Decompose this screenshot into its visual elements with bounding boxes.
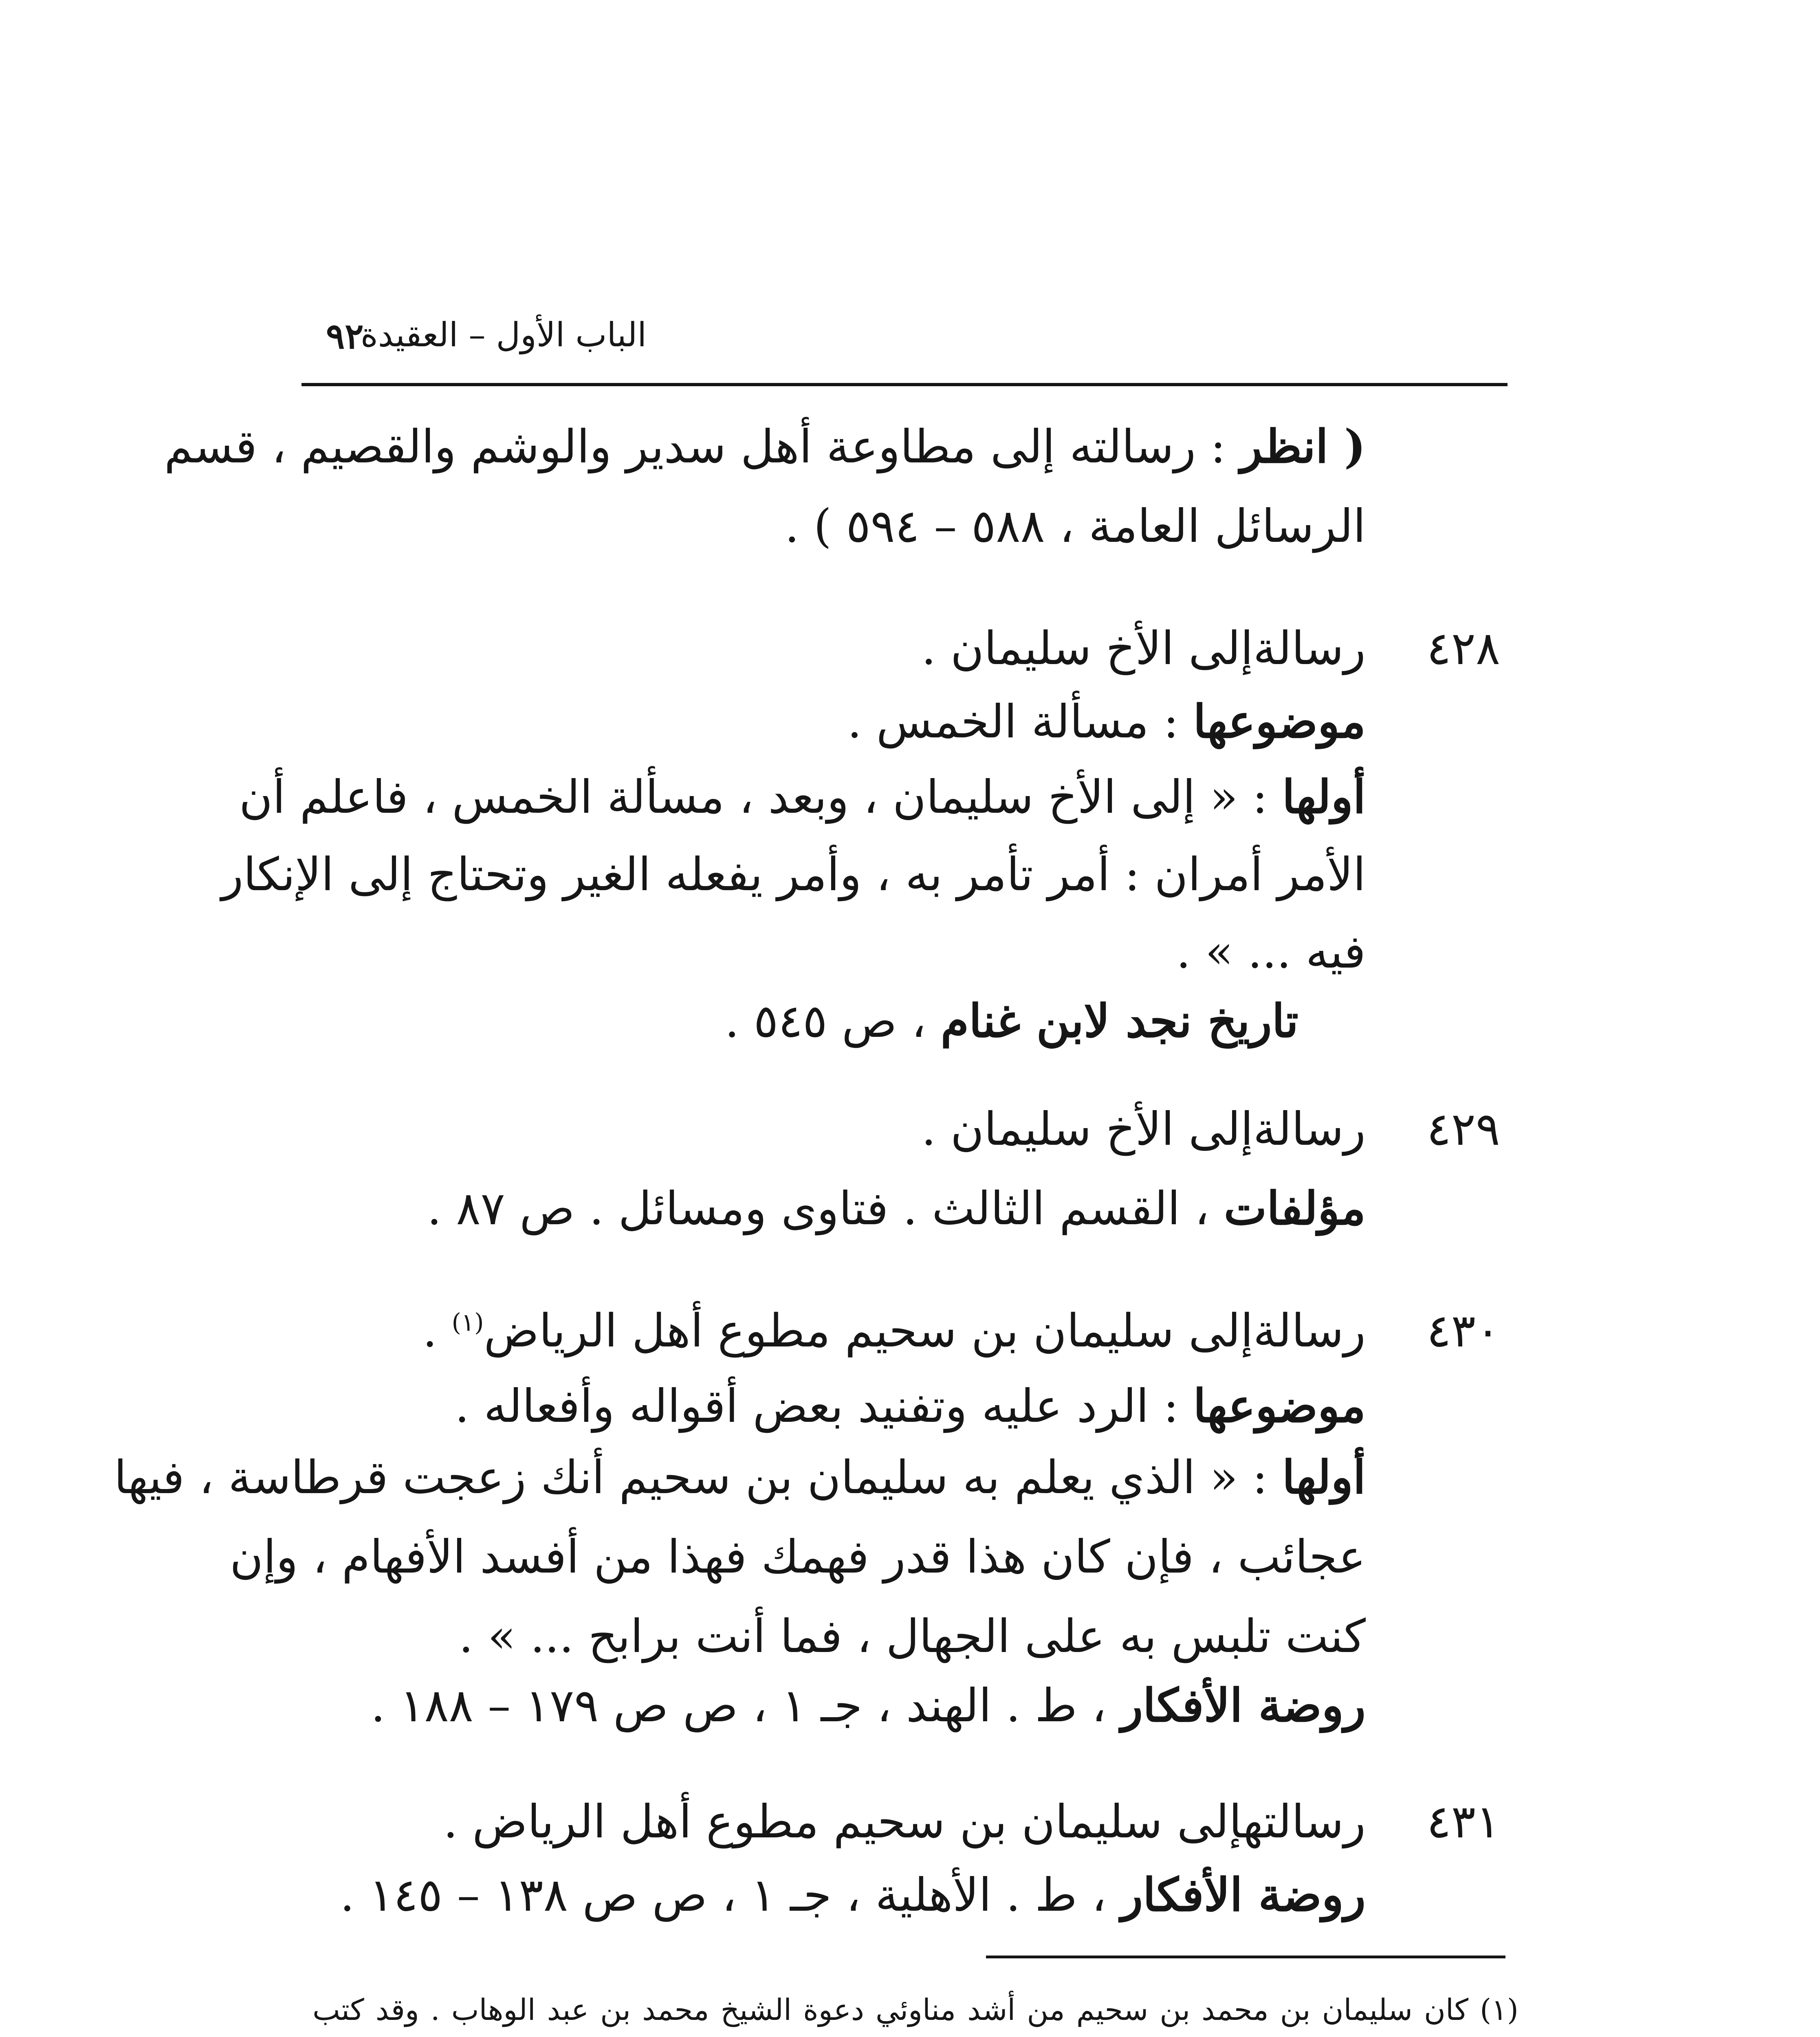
entry-430-subject: موضوعها : الرد عليه وتفنيد بعض أقواله وأفعاله . [455,1379,1366,1433]
footnote-line-1: (١) كان سليمان بن محمد بن سحيم من أشد مناوئي دعوة الشيخ محمد بن عبد الوهاب . وقد كتب [313,1993,1519,2027]
entry-429-title: رسالةإلى الأخ سليمان . [921,1103,1366,1156]
entry-429-number: ٤٢٩ [1426,1103,1500,1156]
entry-428-subject-label: موضوعها [1193,695,1366,748]
entry-428-subject: موضوعها : مسألة الخمس . [847,695,1366,748]
entry-431-source-title: روضة الأفكار [1121,1868,1366,1922]
entry-428-first-line-1: أولها : « إلى الأخ سليمان ، وبعد ، مسألة الخمس ، فاعلم أن [239,770,1366,824]
entry-428-source: تاريخ نجد لابن غنام ، ص ٥٤٥ . [724,994,1298,1048]
footnote-rule [986,1956,1505,1958]
entry-430-source: روضة الأفكار ، ط . الهند ، جـ ١ ، ص ص ١٧٩ – ١٨٨ . [371,1679,1366,1732]
entry-428-first-label: أولها [1282,770,1366,824]
entry-431-number: ٤٣١ [1426,1795,1500,1848]
footnote-marker: (١) [451,1308,484,1337]
intro-text: : رسالته إلى مطاوعة أهل سدير والوشم والقصيم ، قسم [164,420,1226,473]
entry-428-first-line-3: فيه ... » . [1176,926,1366,979]
entry-428-first-line-2: الأمر أمران : أمر تأمر به ، وأمر يفعله الغير وتحتاج إلى الإنكار [221,848,1366,901]
entry-430-first-line-1: أولها : « الذي يعلم به سليمان بن سحيم أنك زعجت قرطاسة ، فيها [114,1451,1366,1504]
intro-line-1 [164,420,1366,474]
header-rule [301,383,1507,386]
entry-431-title: رسالتهإلى سليمان بن سحيم مطوع أهل الرياض . [443,1795,1366,1848]
entry-429-source-title: مؤلفات [1224,1182,1366,1235]
entry-430-title: رسالةإلى سليمان بن سحيم مطوع أهل الرياض$^{(١)}$ . [423,1304,1366,1357]
entry-428-source-title: تاريخ نجد لابن غنام [940,994,1298,1048]
page-number: ٩٢ [326,316,364,357]
intro-label: ( انظر [1240,420,1366,473]
entry-430-first-label: أولها [1282,1451,1366,1504]
entry-428-title: رسالةإلى الأخ سليمان . [921,622,1366,675]
running-header-title: الباب الأول – العقيدة [360,316,647,354]
entry-428-number: ٤٢٨ [1426,622,1500,675]
entry-429-source: مؤلفات ، القسم الثالث . فتاوى ومسائل . ص ٨٧ . [427,1182,1366,1235]
entry-431-source: روضة الأفكار ، ط . الأهلية ، جـ ١ ، ص ص ١٣٨ – ١٤٥ . [340,1868,1366,1922]
entry-430-source-title: روضة الأفكار [1121,1679,1366,1732]
intro-line-2: الرسائل العامة ، ٥٨٨ – ٥٩٤ ) . [784,500,1366,553]
entry-430-number: ٤٣٠ [1426,1304,1500,1357]
entry-430-subject-label: موضوعها [1193,1379,1366,1433]
entry-430-first-line-2: عجائب ، فإن كان هذا قدر فهمك فهذا من أفسد الأفهام ، وإن [230,1531,1366,1584]
entry-430-first-line-3: كنت تلبس به على الجهال ، فما أنت برابح ... » . [459,1610,1366,1663]
